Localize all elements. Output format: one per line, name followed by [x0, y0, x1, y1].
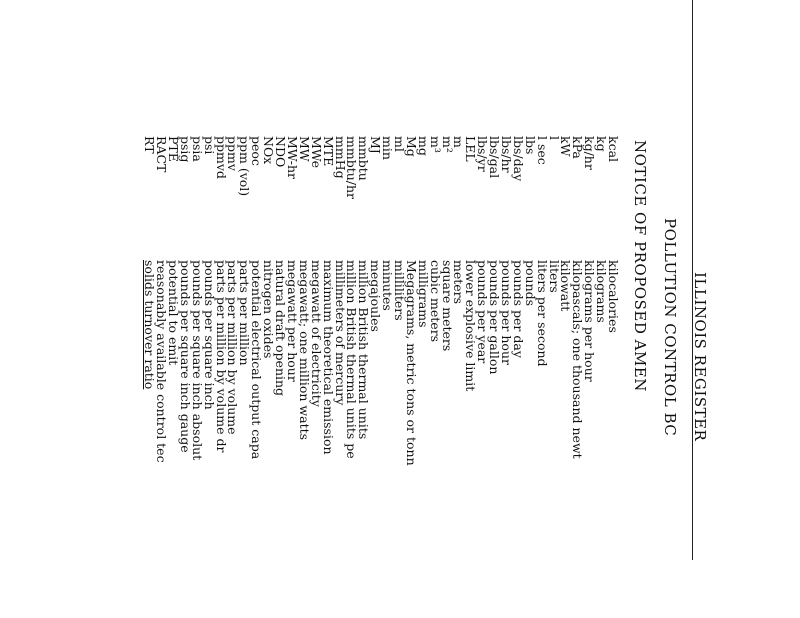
abbreviation-column: [143, 136, 619, 199]
abbreviation-term: kW: [558, 136, 574, 157]
abbreviation-meaning: potential electrical output capa: [249, 260, 265, 460]
abbreviation-meaning: parts per million by volume: [225, 260, 241, 435]
abbreviation-meaning: kilopascals; one thousand newt: [570, 260, 586, 459]
abbreviation-meaning: kilowatt: [558, 260, 574, 312]
abbreviation-term: mmbtu/hr: [344, 136, 360, 200]
abbreviation-meaning: megawatt of electricity: [308, 260, 324, 407]
abbreviation-meaning: milliliters: [391, 260, 407, 321]
abbreviation-meaning: millimeters of mercury: [332, 260, 348, 406]
abbreviation-term: LEL: [463, 136, 479, 162]
abbreviation-meaning: nitrogen oxides: [261, 260, 277, 359]
abbreviation-term: l: [546, 136, 562, 140]
abbreviation-term: psig: [177, 136, 193, 163]
abbreviation-meaning: pounds: [522, 260, 538, 307]
abbreviation-meaning: pounds per square inch: [201, 260, 217, 410]
abbreviation-term: mmbtu: [356, 136, 372, 181]
abbreviation-term: lbs/hr: [498, 136, 514, 173]
abbreviation-meaning: pounds per square inch absolut: [189, 260, 205, 461]
abbreviation-term: RT: [142, 136, 158, 154]
abbreviation-term: psia: [189, 136, 205, 162]
abbreviation-meaning: solids turnover ratio: [142, 260, 158, 390]
abbreviation-meaning: Megagrams, metric tons or tonn: [403, 260, 419, 466]
abbreviation-term: kg/hr: [582, 136, 598, 170]
abbreviation-term: mmHg: [332, 136, 348, 179]
abbreviation-term: lbs/yr: [475, 136, 491, 172]
meaning-column: [143, 260, 619, 466]
abbreviation-meaning: pounds per year: [475, 260, 491, 364]
abbreviation-meaning: parts per million by volume dr: [213, 260, 229, 453]
agency-title: POLLUTION CONTROL BC: [661, 218, 679, 437]
abbreviation-meaning: megawatt per hour: [284, 260, 300, 382]
abbreviation-term: NDO: [273, 136, 289, 168]
abbreviation-term: MW: [296, 136, 312, 162]
abbreviation-term: lbs: [522, 136, 538, 155]
abbreviation-term: mg: [415, 136, 431, 156]
abbreviation-term: MJ: [368, 136, 384, 154]
abbreviation-term: NOx: [261, 136, 277, 165]
abbreviation-meaning: minutes: [380, 260, 396, 311]
abbreviation-term: psi: [201, 136, 217, 155]
abbreviation-term: lbs/day: [510, 136, 526, 182]
abbreviation-term: MWe: [308, 136, 324, 169]
abbreviation-meaning: million British thermal units pe: [344, 260, 360, 459]
abbreviation-meaning: potential to emit: [166, 260, 182, 366]
abbreviation-meaning: pounds per square inch gauge: [177, 260, 193, 453]
abbreviation-term: l sec: [534, 136, 550, 165]
abbreviation-term: lbs/gal: [487, 136, 503, 179]
abbreviation-meaning: million British thermal units: [356, 260, 372, 440]
abbreviation-term: MTE: [320, 136, 336, 167]
abbreviation-term: MW-hr: [284, 136, 300, 179]
abbreviation-meaning: pounds per gallon: [487, 260, 503, 375]
abbreviation-meaning: liters per second: [534, 260, 550, 367]
abbreviation-term: RACT: [154, 136, 170, 173]
abbreviation-meaning: parts per million: [237, 260, 253, 366]
abbreviation-term: m²: [439, 136, 455, 153]
abbreviation-term: m: [451, 136, 467, 148]
abbreviation-meaning: milligrams: [415, 260, 431, 328]
abbreviation-meaning: megawatt; one million watts: [296, 260, 312, 441]
abbreviation-meaning: kilograms: [594, 260, 610, 323]
abbreviation-meaning: meters: [451, 260, 467, 305]
abbreviation-term: peoc: [249, 136, 265, 166]
abbreviation-meaning: reasonably available control tec: [154, 260, 170, 463]
abbreviation-term: ppmvd: [213, 136, 229, 179]
abbreviation-term: kPa: [570, 136, 586, 159]
abbreviation-meaning: kilograms per hour: [582, 260, 598, 382]
abbreviation-meaning: liters: [546, 260, 562, 293]
abbreviation-meaning: pounds per hour: [498, 260, 514, 365]
abbreviation-term: ml: [391, 136, 407, 152]
abbreviation-term: PTE: [166, 136, 182, 162]
abbreviation-meaning: cubic meters: [427, 260, 443, 343]
abbreviation-term: m³: [427, 136, 443, 153]
abbreviation-meaning: lower explosive limit: [463, 260, 479, 392]
abbreviation-term: kcal: [606, 136, 621, 163]
notice-title: NOTICE OF PROPOSED AMEN: [631, 140, 649, 392]
abbreviation-term: kg: [594, 136, 610, 152]
abbreviation-meaning: kilocalories: [606, 260, 621, 333]
register-title: ILLINOIS REGISTER: [691, 272, 709, 442]
abbreviation-term: Mg: [403, 136, 419, 157]
abbreviation-meaning: megajoules: [368, 260, 384, 332]
abbreviation-term: min: [380, 136, 396, 160]
abbreviation-meaning: natural draft opening: [273, 260, 289, 397]
abbreviation-meaning: maximum theoretical emission: [320, 260, 336, 455]
abbreviation-term: ppmv: [225, 136, 241, 171]
abbreviation-meaning: pounds per day: [510, 260, 526, 358]
abbreviation-meaning: square meters: [439, 260, 455, 352]
abbreviation-term: ppm (vol): [237, 136, 253, 197]
